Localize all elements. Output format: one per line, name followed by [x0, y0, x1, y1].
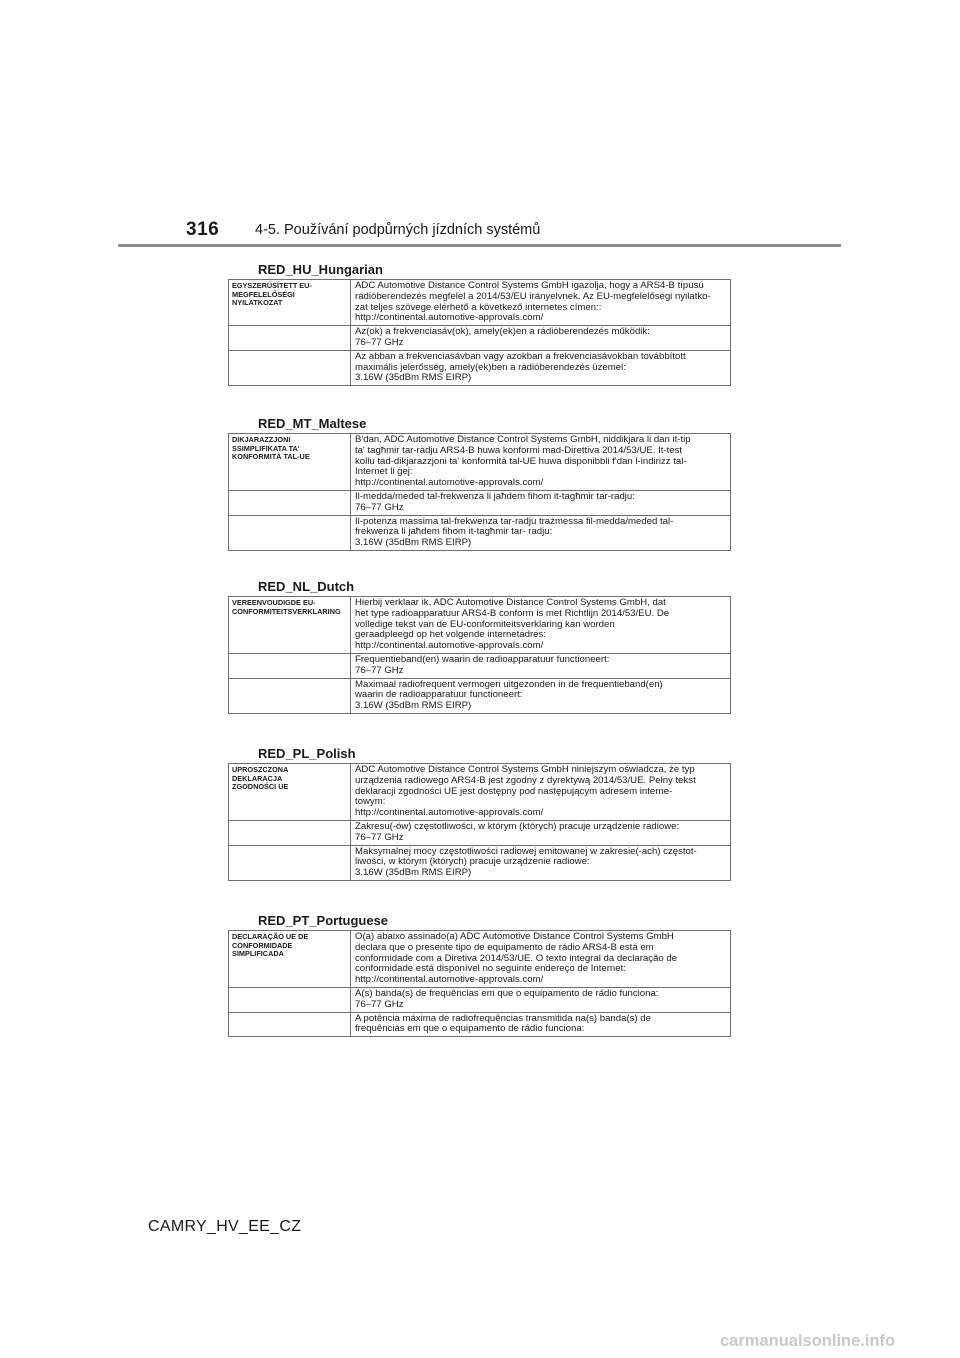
- row-label: [229, 326, 351, 351]
- label-line: CONFORMIDADE: [232, 940, 293, 950]
- label-line: KONFORMITÀ TAL-UE: [232, 452, 310, 462]
- value-line: http://continental.automotive-approvals.com/: [355, 312, 544, 324]
- label-line: DECLARAÇÃO UE DE: [232, 932, 309, 941]
- value-line: waarin de radioapparatuur functioneert:: [355, 689, 523, 701]
- row-label: [229, 678, 351, 713]
- value-line: geraadpleegd op het volgende internetadres:: [355, 629, 546, 641]
- table-row: [229, 987, 731, 1012]
- value-line: O(a) abaixo assinado(a) ADC Automotive Distance Control Systems GmbH: [355, 931, 674, 942]
- row-value: [351, 280, 731, 326]
- row-value: [351, 820, 731, 845]
- row-label: [229, 653, 351, 678]
- value-line: ADC Automotive Distance Control Systems GmbH niniejszym oświadcza, że typ: [355, 764, 695, 775]
- page-header: [0, 0, 960, 260]
- row-value: [351, 326, 731, 351]
- header-divider: [118, 244, 841, 247]
- table-row: [229, 350, 731, 385]
- value-line: http://continental.automotive-approvals.com/: [355, 974, 544, 986]
- value-line: rádióberendezés megfelel a 2014/53/EU irányelvnek. Az EU-megfelelőségi nyilatko-: [355, 290, 711, 302]
- value-line: 3.16W (35dBm RMS EIRP): [355, 372, 472, 384]
- value-line: Az(ok) a frekvenciasáv(ok), amely(ek)en a rádióberendezés működik:: [355, 326, 650, 338]
- label-line: UPROSZCZONA: [232, 765, 289, 774]
- section-title: RED_PT_Portuguese: [258, 913, 389, 928]
- label-line: DIKJARAZZJONI: [232, 435, 291, 444]
- row-label: [229, 490, 351, 515]
- table-row: [229, 653, 731, 678]
- chapter-title: 4-5. Používání podpůrných jízdních systémů: [255, 222, 541, 238]
- label-line: CONFORMITEITSVERKLARING: [232, 606, 341, 616]
- value-line: deklaracji zgodności UE jest dostępny pod następującym adresem interne-: [355, 785, 673, 797]
- table-row: [229, 678, 731, 713]
- row-value: [351, 764, 731, 821]
- table-row: [229, 280, 731, 326]
- value-line: 76–77 GHz: [355, 501, 404, 513]
- watermark: carmanualsonline.info: [720, 1332, 896, 1350]
- row-label: [229, 987, 351, 1012]
- value-line: A(s) banda(s) de frequências em que o equipamento de rádio funciona:: [355, 987, 659, 999]
- row-value: [351, 1012, 731, 1037]
- value-line: Frequentieband(en) waarin de radioapparatuur functioneert:: [355, 653, 610, 665]
- value-line: liwości, w którym (których) pracuje urządzenie radiowe:: [355, 856, 590, 868]
- row-value: [351, 678, 731, 713]
- declaration-table: [228, 433, 731, 551]
- table-row: [229, 820, 731, 845]
- label-line: DEKLARACJA: [232, 773, 283, 783]
- table-row: [229, 326, 731, 351]
- value-line: 76–77 GHz: [355, 664, 404, 676]
- value-line: conformidade está disponível no seguinte endereço de Internet:: [355, 963, 626, 975]
- value-line: towym:: [355, 796, 386, 808]
- value-line: urządzenia radiowego ARS4-B jest zgodny z dyrektywą 2014/53/UE. Pełny tekst: [355, 774, 696, 786]
- row-label: [229, 845, 351, 880]
- table-row: [229, 434, 731, 491]
- value-line: http://continental.automotive-approvals.com/: [355, 477, 544, 489]
- value-line: Hierbij verklaar ik, ADC Automotive Distance Control Systems GmbH, dat: [355, 597, 666, 608]
- value-line: Zakresu(-ów) częstotliwości, w którym (których) pracuje urządzenie radiowe:: [355, 820, 680, 832]
- value-line: 76–77 GHz: [355, 998, 404, 1010]
- section-title: RED_HU_Hungarian: [258, 262, 383, 277]
- value-line: frequências em que o equipamento de rádio funciona:: [355, 1023, 585, 1035]
- label-line: ZGODNOŚCI UE: [232, 782, 289, 792]
- value-line: ta' tagħmir tar-radju ARS4-B huwa konformi mad-Direttiva 2014/53/UE. It-test: [355, 444, 683, 456]
- value-line: Az abban a frekvenciasávban vagy azokban a frekvenciasávokban továbbított: [355, 350, 686, 362]
- section-title: RED_PL_Polish: [258, 746, 356, 761]
- label-line: VEREENVOUDIGDE EU-: [232, 598, 316, 607]
- declaration-table: [228, 763, 731, 881]
- value-line: http://continental.automotive-approvals.com/: [355, 807, 544, 819]
- table-row: [229, 490, 731, 515]
- row-value: [351, 653, 731, 678]
- value-line: Il-potenza massima tal-frekwenza tar-radju trażmessa fil-medda/meded tal-: [355, 515, 674, 527]
- value-line: http://continental.automotive-approvals.com/: [355, 640, 544, 652]
- label-line: MEGFELELŐSÉGI: [232, 289, 295, 299]
- row-value: [351, 845, 731, 880]
- value-line: Il-medda/meded tal-frekwenza li jaħdem fihom it-tagħmir tar-radju:: [355, 490, 635, 502]
- value-line: Maksymalnej mocy częstotliwości radiowej emitowanej w zakresie(-ach) częstot-: [355, 845, 697, 857]
- declaration-table: [228, 930, 731, 1037]
- table-row: [229, 515, 731, 550]
- row-value: [351, 350, 731, 385]
- model-code: CAMRY_HV_EE_CZ: [148, 1218, 302, 1235]
- row-value: [351, 987, 731, 1012]
- row-value: [351, 597, 731, 654]
- value-line: 76–77 GHz: [355, 831, 404, 843]
- value-line: conformidade com a Diretiva 2014/53/UE. O texto integral da declaração de: [355, 952, 678, 964]
- row-value: [351, 515, 731, 550]
- table-row: [229, 1012, 731, 1037]
- value-line: zat teljes szövege elérhető a következő internetes címen::: [355, 301, 602, 313]
- label-line: EGYSZERŰSÍTETT EU-: [232, 281, 312, 290]
- value-line: kollu tad-dikjarazzjoni ta' konformità tal-UE huwa disponibbli f'dan l-indirizz tal-: [355, 455, 687, 467]
- value-line: Internet li ġej:: [355, 466, 413, 478]
- value-line: declara que o presente tipo de equipamento de rádio ARS4-B está em: [355, 941, 654, 953]
- value-line: 76–77 GHz: [355, 336, 404, 348]
- page-number: 316: [186, 219, 220, 240]
- section-title: RED_MT_Maltese: [258, 416, 367, 431]
- declaration-table: [228, 596, 731, 714]
- row-value: [351, 490, 731, 515]
- row-label: [229, 764, 351, 821]
- section-title: RED_NL_Dutch: [258, 579, 355, 594]
- row-label: [229, 1012, 351, 1037]
- value-line: volledige tekst van de EU-conformiteitsverklaring kan worden: [355, 618, 615, 630]
- row-label: [229, 280, 351, 326]
- value-line: 3.16W (35dBm RMS EIRP): [355, 700, 472, 712]
- value-line: ADC Automotive Distance Control Systems GmbH igazolja, hogy a ARS4-B típusú: [355, 280, 704, 291]
- table-row: [229, 845, 731, 880]
- row-label: [229, 434, 351, 491]
- value-line: 3.16W (35dBm RMS EIRP): [355, 867, 472, 879]
- label-line: SSIMPLIFIKATA TA': [232, 443, 300, 453]
- row-value: [351, 931, 731, 988]
- row-label: [229, 820, 351, 845]
- value-line: B'dan, ADC Automotive Distance Control Systems GmbH, niddikjara li dan it-tip: [355, 434, 691, 445]
- row-label: [229, 597, 351, 654]
- value-line: 3.16W (35dBm RMS EIRP): [355, 537, 472, 549]
- table-row: [229, 764, 731, 821]
- value-line: frekwenza li jaħdem fihom it-tagħmir tar- radju:: [355, 526, 553, 538]
- row-label: [229, 515, 351, 550]
- row-label: [229, 931, 351, 988]
- value-line: Maximaal radiofrequent vermogen uitgezonden in de frequentieband(en): [355, 678, 663, 690]
- value-line: maximális jelerősség, amely(ek)ben a rádióberendezés üzemel:: [355, 361, 626, 373]
- declaration-table: [228, 279, 731, 386]
- row-label: [229, 350, 351, 385]
- table-row: [229, 597, 731, 654]
- value-line: het type radioapparatuur ARS4-B conform is met Richtlijn 2014/53/EU. De: [355, 607, 670, 619]
- label-line: NYILATKOZAT: [232, 298, 283, 308]
- value-line: A potência máxima de radiofrequências transmitida na(s) banda(s) de: [355, 1012, 651, 1024]
- label-line: SIMPLIFICADA: [232, 949, 284, 959]
- row-value: [351, 434, 731, 491]
- table-row: [229, 931, 731, 988]
